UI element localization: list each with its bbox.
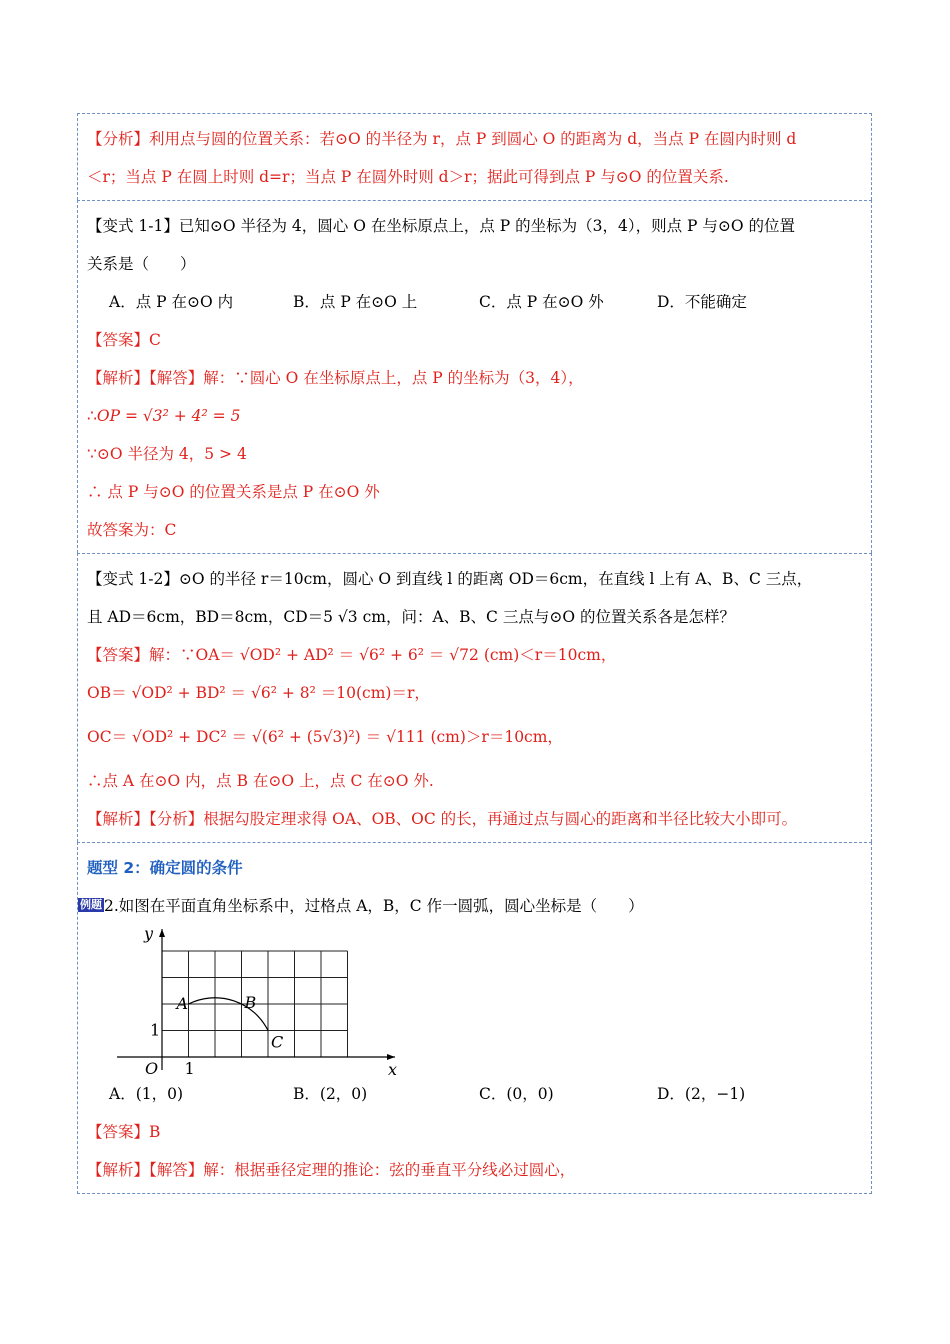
point-label-c: C xyxy=(271,1032,284,1052)
option-a: A．点 P 在⊙O 内 xyxy=(109,293,234,311)
coordinate-grid-figure xyxy=(107,925,407,1075)
variant-1-1-solution-5: 故答案为：C xyxy=(87,521,177,539)
option-a: A．(1，0) xyxy=(109,1085,184,1103)
x-tick-label: 1 xyxy=(184,1059,195,1075)
option-d: D．不能确定 xyxy=(657,293,747,311)
type-2-box xyxy=(77,842,872,1194)
x-axis-label: x xyxy=(388,1060,398,1075)
option-c: C．(0，0) xyxy=(479,1085,554,1103)
example-question-text: 2.如图在平面直角坐标系中，过格点 A，B，C 作一圆弧，圆心坐标是（ ） xyxy=(104,897,644,915)
variant-1-1-solution-2 xyxy=(87,397,863,435)
therefore-symbol: ∴ xyxy=(87,407,97,425)
variant-1-1-answer: 【答案】C xyxy=(87,331,161,349)
variant-1-2-answer-2: OB＝ √OD² + BD² ＝ √6² + 8² ＝10(cm)＝r， xyxy=(87,684,430,702)
example-tag: 例题 xyxy=(80,898,102,911)
variant-1-2-answer-4: ∴点 A 在⊙O 内，点 B 在⊙O 上，点 C 在⊙O 外. xyxy=(87,772,434,790)
variant-1-1-question-2: 关系是（ ） xyxy=(87,255,196,273)
analysis-line-1: 【分析】利用点与圆的位置关系：若⊙O 的半径为 r，点 P 到圆心 O 的距离为 d，当点 P 在圆内时则 d xyxy=(87,130,797,148)
option-d: D．(2，−1) xyxy=(657,1085,746,1103)
variant-1-2-question-2: 且 AD＝6cm，BD＝8cm，CD＝5 √3 cm，问：A、B、C 三点与⊙O 的位置关系各是怎样？ xyxy=(87,608,735,626)
op-formula: OP = √3² + 4² = 5 xyxy=(96,407,241,425)
variant-1-2-analysis: 【解析】【分析】根据勾股定理求得 OA、OB、OC 的长，再通过点与圆心的距离和半径比较大小即可。 xyxy=(87,810,798,828)
analysis-box xyxy=(77,113,872,200)
variant-1-1-solution-1: 【解析】【解答】解：∵圆心 O 在坐标原点上，点 P 的坐标为（3，4）， xyxy=(87,369,584,387)
type-2-solution-1: 【解析】【解答】解：根据垂径定理的推论：弦的垂直平分线必过圆心， xyxy=(87,1161,576,1179)
variant-1-2-answer-3: OC＝ √OD² + DC² ＝ √(6² + (5√3)²) ＝ √111 (cm)＞r＝10cm， xyxy=(87,728,563,746)
variant-1-2-answer-1: 【答案】解：∵OA＝ √OD² + AD² ＝ √6² + 6² ＝ √72 (cm)＜r＝10cm， xyxy=(87,646,617,664)
variant-1-1-solution-3: ∵⊙O 半径为 4，5 > 4 xyxy=(87,445,247,463)
option-b: B．(2，0) xyxy=(293,1085,368,1103)
option-c: C．点 P 在⊙O 外 xyxy=(479,293,604,311)
example-question xyxy=(78,887,863,925)
variant-1-1-box xyxy=(77,200,872,553)
section-heading: 题型 2：确定圆的条件 xyxy=(87,859,243,877)
option-b: B．点 P 在⊙O 上 xyxy=(293,293,418,311)
y-tick-label: 1 xyxy=(150,1020,161,1040)
variant-1-2-box xyxy=(77,553,872,842)
point-label-a: A xyxy=(176,994,189,1013)
variant-1-1-question-1: 【变式 1-1】已知⊙O 半径为 4，圆心 O 在坐标原点上，点 P 的坐标为（3，4），则点 P 与⊙O 的位置 xyxy=(87,217,796,235)
type-2-answer: 【答案】B xyxy=(87,1123,161,1141)
variant-1-1-solution-4: ∴ 点 P 与⊙O 的位置关系是点 P 在⊙O 外 xyxy=(87,483,380,501)
y-axis-label: y xyxy=(144,925,154,943)
type-2-options xyxy=(87,1075,863,1113)
variant-1-1-options xyxy=(87,283,863,321)
document-page xyxy=(77,113,872,1194)
origin-label: O xyxy=(145,1059,159,1075)
y-axis-arrow xyxy=(159,929,165,937)
analysis-line-2: ＜r；当点 P 在圆上时则 d=r；当点 P 在圆外时则 d＞r；据此可得到点 P 与⊙O 的位置关系. xyxy=(87,168,729,186)
point-label-b: B xyxy=(244,993,257,1012)
variant-1-2-question-1: 【变式 1-2】⊙O 的半径 r＝10cm，圆心 O 到直线 l 的距离 OD＝6cm，在直线 l 上有 A、B、C 三点， xyxy=(87,570,813,588)
